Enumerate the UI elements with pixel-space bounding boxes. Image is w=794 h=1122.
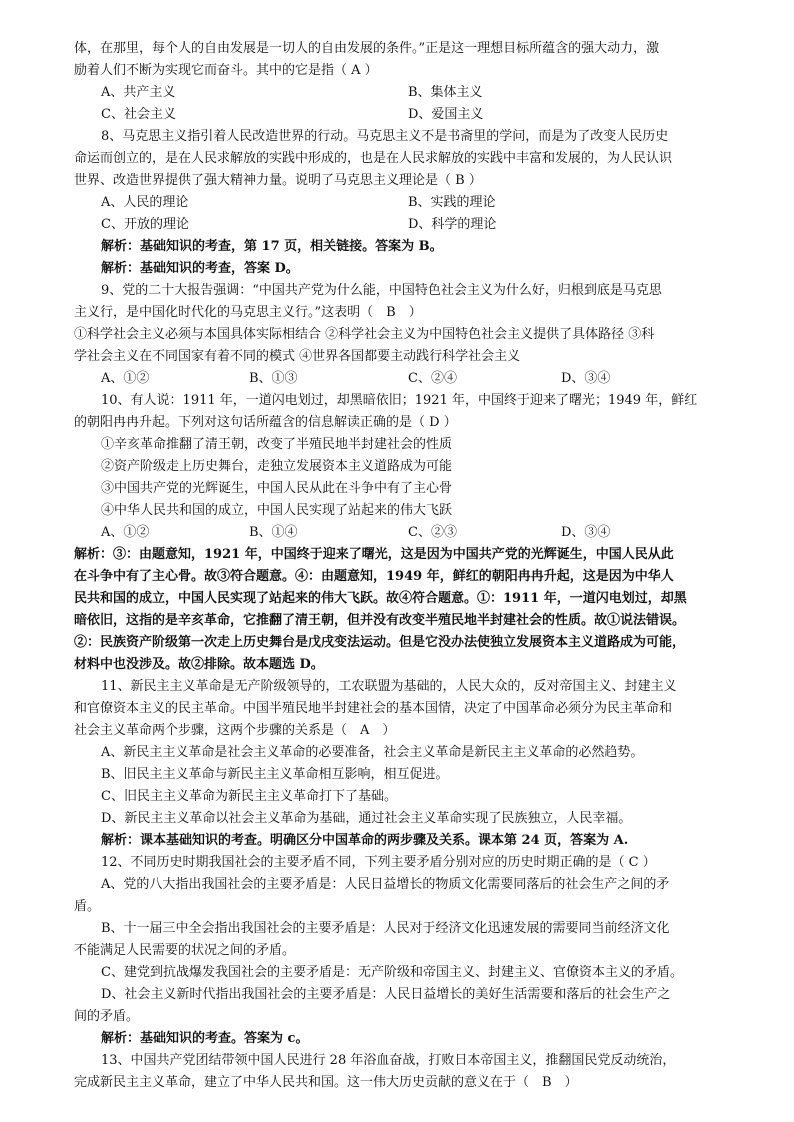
- answer-option: C、②③: [408, 525, 457, 540]
- option-row: [74, 214, 720, 236]
- text-line: 社会主义革命两个步骤，这两个步骤的关系是（ A ）: [74, 723, 396, 738]
- analysis-line: 解析：③：由题意知，1921 年，中国终于迎来了曙光，这是因为中国共产党的光辉诞生，中国人民从此: [74, 547, 674, 562]
- text-line: 间的矛盾。: [74, 1009, 140, 1024]
- text-line: 9、党的二十大报告强调：“中国共产党为什么能，中国特色社会主义为什么好，归根到底是马克思: [101, 283, 662, 298]
- text-line: 不能满足人民需要的状况之间的矛盾。: [74, 943, 296, 958]
- option-row: [74, 82, 720, 104]
- answer-option: D、③④: [561, 525, 611, 540]
- answer-option: C、②④: [408, 371, 457, 386]
- analysis-line: 解析：基础知识的考查，第 17 页，相关链接。答案为 B。: [101, 239, 443, 254]
- text-line: 体，在那里，每个人的自由发展是一切人的自由发展的条件。”正是这一理想目标所蕴含的强大动力，激: [74, 41, 660, 56]
- analysis-line: 解析：课本基础知识的考查。明确区分中国革命的两步骤及关系。课本第 24 页，答案为 A.: [101, 833, 629, 848]
- text-line: 励着人们不断为实现它而奋斗。其中的它是指（ A ）: [74, 63, 378, 78]
- option-row: [74, 368, 720, 390]
- answer-option: B、①③: [249, 371, 298, 386]
- analysis-line: 在斗争中有了主心骨。故③符合题意。④：由题意知，1949 年，鲜红的朝阳冉冉升起，这是因为中华人: [74, 569, 674, 584]
- text-line: ③中国共产党的光辉诞生，中国人民从此在斗争中有了主心骨: [101, 481, 453, 496]
- text-line: ④中华人民共和国的成立，中国人民实现了站起来的伟大飞跃: [101, 503, 453, 518]
- analysis-line: ②：民族资产阶级第一次走上历史舞台是戊戌变法运动。但是它没办法使独立发展资本主义道路成为可能，: [74, 635, 686, 650]
- text-line: B、旧民主主义革命与新民主主义革命相互影响，相互促进。: [101, 767, 449, 782]
- text-line: ②资产阶级走上历史舞台，走独立发展资本主义道路成为可能: [101, 459, 453, 474]
- text-line: 主义行，是中国化时代化的马克思主义行。”这表明（ B ）: [74, 305, 422, 320]
- text-line: 11、新民主主义革命是无产阶级领导的，工农联盟为基础的，人民大众的，反对帝国主义、封建主义: [101, 679, 677, 694]
- option-row: [74, 104, 720, 126]
- text-line: 和官僚资本主义的民主革命。中国半殖民地半封建社会的基本国情，决定了中国革命必须分为民主革命和: [74, 701, 673, 716]
- text-line: ①辛亥革命推翻了清王朝，改变了半殖民地半封建社会的性质: [101, 437, 453, 452]
- text-line: A、新民主主义革命是社会主义革命的必要准备，社会主义革命是新民主主义革命的必然趋势。: [101, 745, 644, 760]
- text-line: 13、中国共产党团结带领中国人民进行 28 年浴血奋战，打败日本帝国主义，推翻国民党反动统治，: [101, 1053, 676, 1068]
- analysis-line: 材料中也没涉及。故②排除。故本题选 D。: [74, 657, 324, 672]
- answer-option: D、科学的理论: [408, 217, 497, 232]
- text-line: ①科学社会主义必须与本国具体实际相结合 ②科学社会主义为中国特色社会主义提供了具体路径 ③科: [74, 327, 655, 342]
- text-line: 盾。: [74, 899, 101, 914]
- answer-option: C、开放的理论: [101, 217, 189, 232]
- analysis-line: 民共和国的成立，中国人民实现了站起来的伟大飞跃。故④符合题意。①：1911 年，一道闪电划过，却黑: [74, 591, 687, 606]
- option-row: [74, 192, 720, 214]
- analysis-line: 暗依旧，这指的是辛亥革命，它推翻了清王朝，但并没有改变半殖民地半封建社会的性质。故①说法错误。: [74, 613, 686, 628]
- answer-option: D、③④: [561, 371, 611, 386]
- answer-option: A、人民的理论: [101, 195, 189, 210]
- answer-option: A、共产主义: [101, 85, 176, 100]
- answer-option: D、爱国主义: [408, 107, 484, 122]
- answer-option: B、①④: [249, 525, 298, 540]
- answer-option: A、①②: [101, 371, 150, 386]
- document-page: [74, 38, 720, 1094]
- text-line: 世界、改造世界提供了强大精神力量。说明了马克思主义理论是（ B ）: [74, 173, 482, 188]
- text-line: C、建党到抗战爆发我国社会的主要矛盾是：无产阶级和帝国主义、封建主义、官僚资本主义的矛盾。: [101, 965, 683, 980]
- analysis-line: 解析：基础知识的考查，答案 D。: [101, 261, 299, 276]
- text-line: 的朝阳冉冉升起。下列对这句话所蕴含的信息解读正确的是（ D ）: [74, 415, 457, 430]
- analysis-line: 解析：基础知识的考查。答案为 c。: [101, 1031, 309, 1046]
- text-line: C、旧民主主义革命为新民主主义革命打下了基础。: [101, 789, 397, 804]
- text-line: 12、不同历史时期我国社会的主要矛盾不同，下列主要矛盾分别对应的历史时期正确的是（ C ）: [101, 855, 656, 870]
- answer-option: C、社会主义: [101, 107, 176, 122]
- text-line: 完成新民主主义革命，建立了中华人民共和国。这一伟大历史贡献的意义在于（ B ）: [74, 1075, 578, 1090]
- answer-option: A、①②: [101, 525, 150, 540]
- text-line: 10、有人说：1911 年，一道闪电划过，却黑暗依旧；1921 年，中国终于迎来了曙光；1949 年，鲜红: [101, 393, 698, 408]
- answer-option: B、集体主义: [408, 85, 483, 100]
- option-row: [74, 522, 720, 544]
- text-line: B、十一届三中全会指出我国社会的主要矛盾是：人民对于经济文化迅速发展的需要同当前经济文化: [101, 921, 670, 936]
- text-line: 8、马克思主义指引着人民改造世界的行动。马克思主义不是书斋里的学问，而是为了改变人民历史: [101, 129, 669, 144]
- answer-option: B、实践的理论: [408, 195, 496, 210]
- text-line: A、党的八大指出我国社会的主要矛盾是：人民日益增长的物质文化需要同落后的社会生产之间的矛: [101, 877, 670, 892]
- text-line: D、新民主主义革命以社会主义革命为基础，通过社会主义革命实现了民族独立，人民幸福。: [101, 811, 632, 826]
- text-line: D、社会主义新时代指出我国社会的主要矛盾是：人民日益增长的美好生活需要和落后的社会生产之: [101, 987, 671, 1002]
- text-line: 命运而创立的，是在人民求解放的实践中形成的，也是在人民求解放的实践中丰富和发展的，为人民认识: [74, 151, 673, 166]
- text-line: 学社会主义在不同国家有着不同的模式 ④世界各国都要主动践行科学社会主义: [74, 349, 521, 364]
